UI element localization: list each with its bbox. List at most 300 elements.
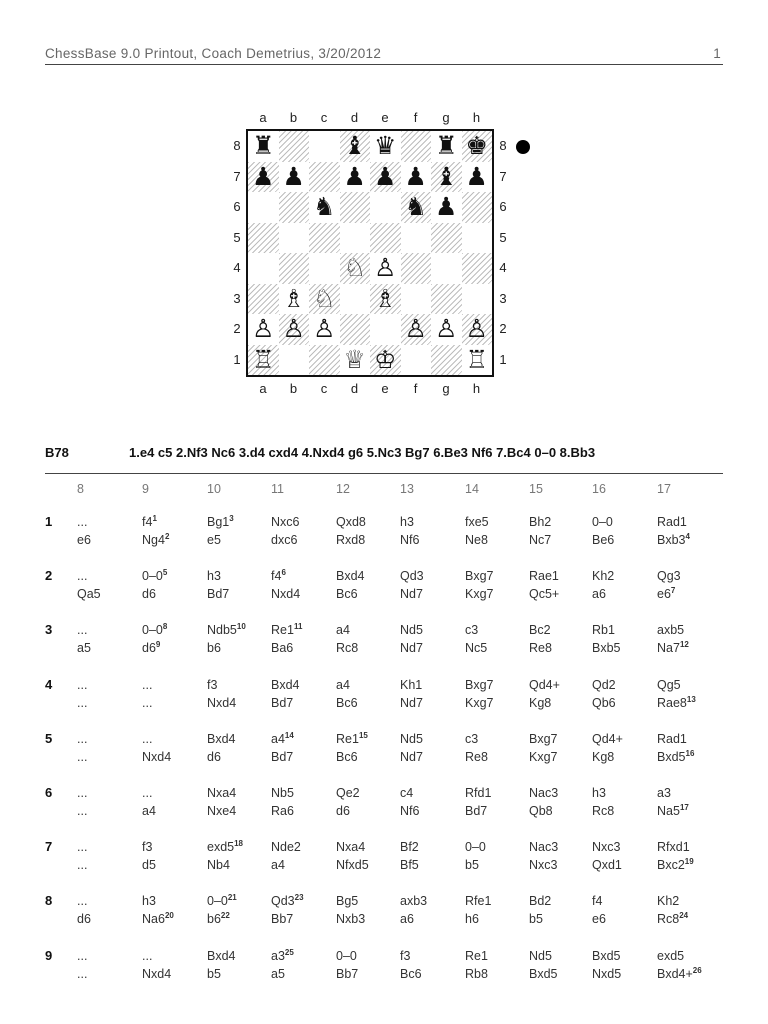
move-cell [400, 676, 423, 712]
black-move: Nd7 [400, 641, 423, 656]
square-b4 [279, 253, 310, 284]
black-pawn-icon: ♟ [282, 161, 305, 191]
footnote-marker: 1 [152, 513, 157, 523]
white-move: Qd2 [592, 677, 616, 692]
white-move: f4 [271, 569, 282, 584]
move-cell [271, 676, 300, 712]
footnote-marker: 26 [692, 965, 702, 975]
white-king-icon: ♔ [374, 344, 397, 374]
black-knight-icon: ♞ [404, 192, 427, 221]
white-move: 0–0 [142, 623, 163, 638]
black-move: d6 [207, 749, 221, 764]
move-cell [142, 513, 169, 549]
black-move: Nxd4 [142, 966, 172, 981]
white-move: 0–0 [592, 515, 613, 529]
move-cell [207, 730, 236, 766]
white-rook-icon: ♖ [465, 344, 488, 374]
footnote-marker: 11 [293, 622, 303, 632]
footnote-marker: 6 [281, 568, 286, 578]
square-b5 [279, 223, 310, 254]
black-move: Bxd5 [657, 749, 686, 764]
black-move: a4 [271, 858, 285, 873]
white-pawn-icon: ♙ [435, 314, 458, 343]
square-h4 [462, 253, 493, 284]
black-move: Re8 [529, 641, 552, 656]
move-cell [336, 513, 366, 549]
square-a6 [248, 192, 279, 223]
black-move: a5 [77, 641, 91, 656]
footnote-marker: 4 [685, 531, 690, 541]
white-move: axb3 [400, 894, 428, 909]
black-move: Na6 [142, 912, 165, 927]
move-cell [529, 567, 559, 603]
square-c1 [309, 345, 340, 376]
black-move: Ba6 [271, 641, 294, 656]
white-bishop-icon: ♗ [282, 283, 305, 313]
black-move: Bc6 [336, 749, 358, 764]
move-cell [77, 621, 91, 657]
black-move: Bxb3 [657, 533, 686, 547]
rank-label-right: 7 [499, 168, 507, 184]
white-move: a4 [336, 623, 350, 638]
square-h3 [462, 284, 493, 315]
square-g5 [431, 223, 462, 254]
file-label-top: h [472, 110, 481, 125]
black-move: Bb7 [336, 966, 359, 981]
page-number: 1 [713, 46, 721, 61]
black-move: Rc8 [592, 804, 615, 818]
move-cell [529, 621, 552, 657]
black-move: ... [77, 858, 88, 873]
move-cell [271, 892, 304, 928]
footnote-marker: 18 [234, 839, 244, 849]
column-header: 15 [529, 482, 543, 496]
black-move: Nb4 [207, 858, 230, 873]
move-cell [400, 892, 427, 928]
black-move: Bc6 [336, 587, 358, 602]
white-move: Nxc3 [592, 840, 621, 855]
black-move: Nd7 [400, 587, 423, 602]
black-move: Ne8 [465, 533, 488, 547]
footnote-marker: 3 [229, 513, 234, 523]
move-cell [142, 892, 174, 928]
black-move: Rae8 [657, 695, 687, 710]
black-move: Nxd4 [142, 749, 172, 764]
white-move: Bh2 [529, 515, 552, 529]
black-move: Kxg7 [529, 749, 558, 764]
square-b8 [279, 131, 310, 162]
rank-label-left: 1 [233, 351, 241, 367]
black-move: Rc8 [657, 912, 680, 927]
white-move: a4 [271, 731, 285, 746]
footnote-marker: 17 [679, 802, 689, 812]
square-h6 [462, 192, 493, 223]
move-cell [77, 676, 87, 712]
move-cell [400, 838, 419, 874]
move-cell [592, 784, 614, 820]
white-move: c3 [465, 731, 479, 746]
white-move: Bg1 [207, 515, 230, 529]
move-cell [336, 947, 358, 983]
black-move: d6 [77, 912, 91, 927]
move-cell [336, 621, 358, 657]
black-move: Bf5 [400, 858, 419, 873]
square-c5 [309, 223, 340, 254]
black-pawn-icon: ♟ [435, 192, 458, 221]
black-move: b5 [465, 858, 479, 873]
footnote-marker: 10 [236, 622, 246, 632]
move-cell [336, 892, 365, 928]
move-cell [207, 784, 236, 820]
black-move: ... [142, 695, 153, 710]
white-move: Bxg7 [465, 569, 494, 584]
row-number: 5 [45, 730, 53, 746]
square-d5 [340, 223, 371, 254]
white-move: 0–0 [465, 840, 486, 855]
white-move: f3 [207, 677, 218, 692]
white-move: Bxd4 [207, 948, 236, 963]
row-number: 7 [45, 839, 53, 855]
black-rook-icon: ♜ [435, 131, 458, 160]
move-cell [77, 892, 91, 928]
file-label-top: d [350, 110, 359, 125]
white-move: Qd3 [400, 569, 424, 584]
move-cell [592, 838, 622, 874]
footnote-marker: 15 [358, 730, 368, 740]
black-move: Rc8 [336, 641, 359, 656]
white-move: exd5 [207, 840, 235, 855]
move-cell [529, 838, 558, 874]
white-move: ... [77, 515, 88, 529]
rank-label-right: 6 [499, 199, 507, 214]
move-cell [400, 784, 419, 820]
white-move: Bxg7 [529, 731, 558, 746]
square-e6 [370, 192, 401, 223]
white-move: Qg5 [657, 677, 681, 692]
move-cell [529, 892, 551, 928]
footnote-marker: 21 [227, 893, 237, 903]
move-cell [142, 838, 156, 874]
rank-label-left: 7 [233, 168, 241, 184]
title-divider [45, 473, 723, 474]
black-move: Bd7 [271, 695, 294, 710]
black-pawn-icon: ♟ [252, 161, 275, 191]
move-cell [400, 567, 424, 603]
white-move: Qd4+ [529, 677, 560, 692]
move-cell [271, 838, 301, 874]
white-pawn-icon: ♙ [374, 253, 397, 282]
black-queen-icon: ♛ [374, 131, 397, 160]
square-b6 [279, 192, 310, 223]
black-move: Nxb3 [336, 912, 366, 927]
square-f3 [401, 284, 432, 315]
black-move: Na5 [657, 804, 680, 818]
black-pawn-icon: ♟ [404, 161, 427, 191]
white-move: f4 [142, 515, 153, 529]
square-a4 [248, 253, 279, 284]
square-b1 [279, 345, 310, 376]
black-pawn-icon: ♟ [374, 161, 397, 191]
white-move: a3 [271, 948, 285, 963]
white-move: ... [77, 623, 88, 638]
black-move: Nc5 [465, 641, 488, 656]
black-move: Kxg7 [465, 587, 494, 602]
black-move: Nc7 [529, 533, 552, 547]
black-move: Rb8 [465, 966, 488, 981]
white-move: Nb5 [271, 786, 294, 800]
white-move: axb5 [657, 623, 685, 638]
black-knight-icon: ♞ [313, 192, 336, 221]
column-header: 9 [142, 482, 149, 496]
white-move: f3 [142, 840, 153, 855]
move-cell [592, 892, 606, 928]
eco-code: B78 [45, 445, 69, 460]
white-move: Qe2 [336, 786, 360, 800]
black-move: Rxd8 [336, 533, 366, 547]
black-pawn-icon: ♟ [343, 161, 366, 191]
black-move: Nfxd5 [336, 858, 369, 873]
square-f8 [401, 131, 432, 162]
black-move: a5 [271, 966, 285, 981]
white-move: ... [142, 948, 153, 963]
white-move: ... [77, 569, 88, 584]
footnote-marker: 19 [684, 857, 694, 867]
rank-label-left: 8 [233, 138, 241, 153]
rank-label-right: 5 [499, 229, 507, 245]
white-move: exd5 [657, 948, 685, 963]
move-cell [207, 567, 229, 603]
black-pawn-icon: ♟ [465, 161, 488, 191]
footnote-marker: 22 [220, 911, 230, 921]
black-move: ... [77, 966, 88, 981]
rank-label-right: 4 [499, 260, 507, 275]
move-cell [207, 513, 234, 549]
black-move: b5 [207, 966, 221, 981]
rank-label-left: 6 [233, 199, 241, 214]
white-move: ... [142, 677, 153, 692]
move-cell [657, 621, 689, 657]
black-move: e6 [592, 912, 606, 927]
move-cell [336, 567, 365, 603]
white-move: Bc2 [529, 623, 551, 638]
footnote-marker: 24 [679, 911, 689, 921]
move-cell [271, 621, 302, 657]
square-a5 [248, 223, 279, 254]
move-cell [465, 567, 494, 603]
white-move: Bxd4 [336, 569, 365, 584]
square-c7 [309, 162, 340, 193]
square-f4 [401, 253, 432, 284]
white-move: h3 [142, 894, 156, 909]
white-move: Rfe1 [465, 894, 492, 909]
move-cell [336, 784, 360, 820]
opening-mainline: 1.e4 c5 2.Nf3 Nc6 3.d4 cxd4 4.Nxd4 g6 5.Nc3 Bg7 6.Be3 Nf6 7.Bc4 0–0 8.Bb3 [129, 445, 596, 460]
black-move: Qb6 [592, 695, 616, 710]
page-header [45, 46, 723, 61]
white-move: 0–0 [142, 569, 163, 584]
move-cell [207, 892, 237, 928]
move-cell [465, 838, 486, 874]
footnote-marker: 25 [284, 947, 294, 957]
white-move: c3 [465, 623, 479, 638]
black-move: Bd7 [465, 804, 488, 818]
black-move: d6 [142, 587, 156, 602]
file-label-top: b [289, 110, 298, 125]
white-move: Ndb5 [207, 623, 237, 638]
white-move: ... [142, 731, 153, 746]
footnote-marker: 13 [686, 694, 696, 704]
white-move: f4 [592, 894, 603, 909]
white-move: Nac3 [529, 840, 559, 855]
white-move: ... [77, 786, 88, 800]
white-knight-icon: ♘ [313, 283, 336, 313]
move-cell [529, 676, 560, 712]
file-label-bottom: c [320, 381, 328, 396]
black-move: Bd7 [207, 587, 230, 602]
move-cell [465, 730, 488, 766]
square-g4 [431, 253, 462, 284]
black-move: dxc6 [271, 533, 298, 547]
move-cell [207, 947, 236, 983]
black-move: d6 [142, 641, 156, 656]
footnote-marker: 12 [679, 640, 689, 650]
move-cell [77, 947, 87, 983]
move-cell [77, 784, 87, 820]
white-move: ... [142, 786, 153, 800]
black-move: ... [77, 804, 88, 818]
move-cell [336, 838, 369, 874]
white-move: Kh2 [592, 569, 615, 584]
rank-label-right: 1 [499, 351, 507, 367]
square-d2 [340, 314, 371, 345]
footnote-marker: 2 [164, 531, 170, 541]
white-move: Rb1 [592, 623, 615, 638]
move-cell [271, 730, 294, 766]
white-knight-icon: ♘ [343, 253, 366, 282]
move-cell [529, 513, 551, 549]
move-cell [142, 621, 167, 657]
move-cell [592, 676, 616, 712]
white-pawn-icon: ♙ [252, 314, 275, 343]
rank-label-left: 2 [233, 321, 241, 336]
move-cell [336, 730, 368, 766]
square-a3 [248, 284, 279, 315]
white-move: f3 [400, 948, 411, 963]
black-move: Bc6 [400, 966, 422, 981]
square-g1 [431, 345, 462, 376]
move-cell [529, 730, 558, 766]
square-c4 [309, 253, 340, 284]
column-header: 12 [336, 482, 350, 496]
move-cell [207, 838, 243, 874]
white-move: h3 [207, 569, 221, 584]
row-number: 9 [45, 947, 53, 963]
black-move: Bb7 [271, 912, 294, 927]
white-queen-icon: ♕ [343, 344, 366, 374]
white-move: Bxd5 [592, 948, 621, 963]
white-pawn-icon: ♙ [404, 314, 427, 343]
move-cell [657, 947, 702, 983]
footnote-marker: 5 [162, 568, 168, 578]
move-cell [592, 730, 623, 766]
white-move: Qd3 [271, 894, 295, 909]
move-cell [465, 513, 489, 549]
column-header: 11 [271, 482, 284, 496]
white-move: Re1 [271, 623, 294, 638]
black-move: Nd7 [400, 695, 423, 710]
black-move: Kg8 [592, 749, 615, 764]
black-move: Bd7 [271, 749, 294, 764]
white-move: 0–0 [207, 894, 228, 909]
black-move: ... [77, 749, 88, 764]
black-move: e6 [657, 587, 671, 602]
move-cell [657, 730, 694, 766]
move-cell [465, 676, 494, 712]
black-move: Nxd4 [271, 587, 301, 602]
black-move: e5 [207, 533, 221, 547]
black-move: Bc6 [336, 695, 358, 710]
white-move: Rad1 [657, 515, 687, 529]
rank-label-right: 8 [499, 138, 507, 153]
white-move: Bxg7 [465, 677, 494, 692]
white-rook-icon: ♖ [252, 344, 275, 374]
move-cell [592, 513, 614, 549]
move-cell [271, 513, 299, 549]
white-move: Kh2 [657, 894, 680, 909]
black-move: e6 [77, 533, 91, 547]
white-move: ... [77, 677, 88, 692]
black-move: Bxd4+ [657, 966, 693, 981]
white-move: h3 [400, 515, 414, 529]
black-move: Nd7 [400, 749, 423, 764]
black-move: Be6 [592, 533, 615, 547]
black-move: b6 [207, 641, 221, 656]
white-move: Bf2 [400, 840, 419, 855]
footnote-marker: 16 [685, 748, 695, 758]
square-f1 [401, 345, 432, 376]
column-header: 14 [465, 482, 479, 496]
black-move: a4 [142, 804, 156, 818]
footnote-marker: 7 [670, 586, 676, 596]
black-move: Nxc3 [529, 858, 558, 873]
move-cell [657, 513, 690, 549]
black-move: d5 [142, 858, 156, 873]
white-move: Re1 [336, 731, 359, 746]
white-move: a4 [336, 677, 350, 692]
column-header: 16 [592, 482, 606, 496]
file-label-top: g [442, 110, 450, 125]
move-cell [271, 947, 294, 983]
move-cell [77, 838, 87, 874]
rank-label-left: 3 [233, 290, 241, 306]
black-move: Ng4 [142, 533, 165, 547]
white-move: ... [77, 840, 88, 855]
file-label-top: c [320, 110, 328, 125]
black-move: Bxb5 [592, 641, 621, 656]
footnote-marker: 14 [284, 730, 294, 740]
white-move: Nac3 [529, 786, 559, 800]
move-cell [465, 621, 487, 657]
white-move: Bd2 [529, 894, 552, 909]
white-move: ... [77, 731, 88, 746]
black-move: Nxd4 [207, 695, 237, 710]
column-header: 17 [657, 482, 671, 496]
move-cell [271, 784, 294, 820]
white-move: Qd4+ [592, 731, 623, 746]
white-move: Nd5 [400, 623, 423, 638]
move-cell [657, 567, 681, 603]
white-move: Nde2 [271, 840, 301, 855]
